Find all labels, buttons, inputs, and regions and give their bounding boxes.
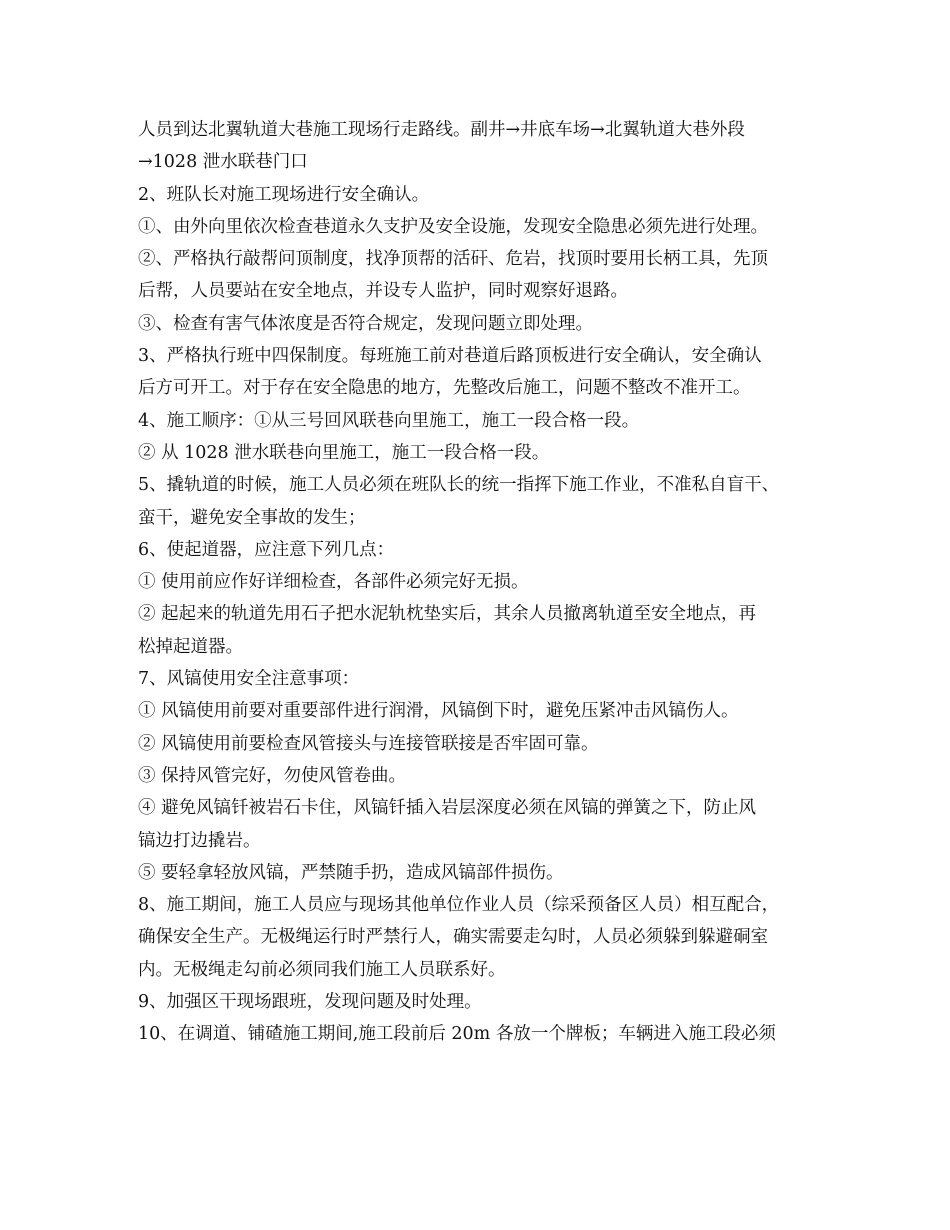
text-line: 5、撬轨道的时候，施工人员必须在班队长的统一指挥下施工作业，不准私自盲干、 [138, 475, 780, 496]
text-line: ① 使用前应作好详细检查，各部件必须完好无损。 [138, 572, 529, 593]
text-line: 10、在调道、铺碴施工期间,施工段前后 20m 各放一个牌板；车辆进入施工段必须 [138, 1024, 776, 1045]
text-line: 4、施工顺序：①从三号回风联巷向里施工，施工一段合格一段。 [138, 410, 640, 431]
text-line: 2、班队长对施工现场进行安全确认。 [138, 184, 430, 205]
text-line: ② 起起来的轨道先用石子把水泥轨枕垫实后，其余人员撤离轨道至安全地点，再 [138, 604, 757, 625]
text-line: 蛮干，避免安全事故的发生； [138, 507, 366, 528]
text-line: 9、加强区干现场跟班，发现问题及时处理。 [138, 992, 482, 1013]
text-line: 7、风镐使用安全注意事项： [138, 669, 360, 690]
text-line: ②、严格执行敲帮问顶制度，找净顶帮的活矸、危岩，找顶时要用长柄工具，先顶 [138, 249, 768, 270]
text-line: 松掉起道器。 [138, 636, 243, 657]
text-line: 内。无极绳走勾前必须同我们施工人员联系好。 [138, 959, 506, 980]
text-line: ③、检查有害气体浓度是否符合规定，发现问题立即处理。 [138, 313, 593, 334]
text-line: 镐边打边撬岩。 [138, 830, 261, 851]
text-line: ② 从 1028 泄水联巷向里施工，施工一段合格一段。 [138, 442, 550, 463]
document-body [138, 114, 828, 1051]
text-line: ④ 避免风镐钎被岩石卡住，风镐钎插入岩层深度必须在风镐的弹簧之下，防止风 [138, 798, 757, 819]
text-line: ② 风镐使用前要检查风管接头与连接管联接是否牢固可靠。 [138, 733, 599, 754]
text-line: 后帮，人员要站在安全地点，并设专人监护，同时观察好退路。 [138, 281, 628, 302]
text-line: 6、使起道器，应注意下列几点： [138, 539, 395, 560]
text-line: →1028 泄水联巷门口 [138, 152, 308, 173]
text-line: 人员到达北翼轨道大巷施工现场行走路线。副井→井底车场→北翼轨道大巷外段 [138, 120, 745, 140]
text-line: 8、施工期间，施工人员应与现场其他单位作业人员（综采预备区人员）相互配合， [138, 895, 780, 916]
text-line: 后方可开工。对于存在安全隐患的地方，先整改后施工，问题不整改不准开工。 [138, 378, 751, 399]
text-line: ①、由外向里依次检查巷道永久支护及安全设施，发现安全隐患必须先进行处理。 [138, 216, 768, 237]
text-line: 确保安全生产。无极绳运行时严禁行人，确实需要走勾时，人员必须躲到躲避硐室 [138, 927, 768, 948]
text-line: ③ 保持风管完好，勿使风管卷曲。 [138, 765, 407, 786]
text-line: ① 风镐使用前要对重要部件进行润滑，风镐倒下时，避免压紧冲击风镐伤人。 [138, 701, 739, 722]
text-line: 3、严格执行班中四保制度。每班施工前对巷道后路顶板进行安全确认，安全确认 [138, 346, 762, 367]
text-line: ⑤ 要轻拿轻放风镐，严禁随手扔，造成风镐部件损伤。 [138, 862, 564, 883]
